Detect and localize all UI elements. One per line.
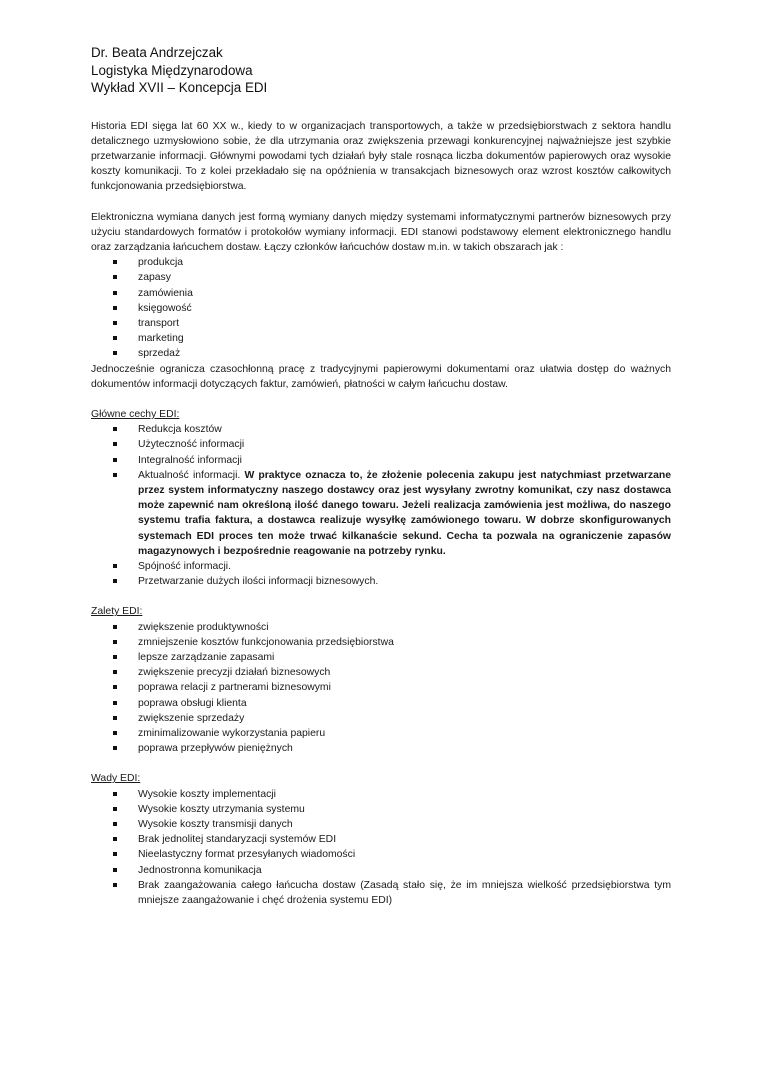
- list-item: zwiększenie sprzedaży: [91, 711, 671, 726]
- list-item: transport: [91, 316, 671, 331]
- list-item: Wysokie koszty utrzymania systemu: [91, 802, 671, 817]
- areas-list: [91, 255, 671, 361]
- bullet-icon: [113, 442, 117, 446]
- bullet-icon: [113, 427, 117, 431]
- bullet-icon: [113, 701, 117, 705]
- list-item: zwiększenie precyzji działań biznesowych: [91, 665, 671, 680]
- bullet-icon: [113, 655, 117, 659]
- bullet-icon: [113, 670, 117, 674]
- bullet-icon: [113, 807, 117, 811]
- list-item: Użyteczność informacji: [91, 437, 671, 452]
- list-item: Przetwarzanie dużych ilości informacji biznesowych.: [91, 574, 671, 589]
- bullet-icon: [113, 716, 117, 720]
- list-item: Wysokie koszty transmisji danych: [91, 817, 671, 832]
- document-header: [91, 44, 671, 97]
- bullet-icon: [113, 746, 117, 750]
- list-item: zmniejszenie kosztów funkcjonowania przedsiębiorstwa: [91, 635, 671, 650]
- lecture-title: Wykład XVII – Koncepcja EDI: [91, 80, 268, 95]
- list-item: poprawa przepływów pieniężnych: [91, 741, 671, 756]
- list-item: Brak zaangażowania całego łańcucha dostaw (Zasadą stało się, że im mniejsza wielkość przedsiębiorstwa tym mniejsze zaangażowanie i chęć drożenia systemu EDI): [91, 878, 671, 908]
- actuality-description: W praktyce oznacza to, że złożenie polecenia zakupu jest natychmiast przetwarzane przez system informatyczny naszego dostawcy oraz jest wysyłany zwrotny komunikat, czy nasz dostawca może zapewnić nam określoną ilość danego towaru. Jeżeli realizacja zamówienia jest możliwa, do naszego systemu trafia faktura, a dostawca realizuje wysyłkę zamówionego towaru. W dobrze skonfigurowanych systemach EDI proces ten może trwać kilkanaście sekund. Cecha ta pozwala na ograniczenie zapasów magazynowych i bezpośrednie reagowanie na potrzeby rynku.: [138, 469, 671, 557]
- list-item: zminimalizowanie wykorzystania papieru: [91, 726, 671, 741]
- actuality-label: Aktualność informacji.: [138, 469, 241, 481]
- list-item: Jednostronna komunikacja: [91, 863, 671, 878]
- bullet-icon: [113, 822, 117, 826]
- bullet-icon: [113, 458, 117, 462]
- course-name: Logistyka Międzynarodowa: [91, 62, 253, 78]
- list-item: Integralność informacji: [91, 453, 671, 468]
- list-item: Wysokie koszty implementacji: [91, 787, 671, 802]
- history-paragraph: Historia EDI sięga lat 60 XX w., kiedy to w organizacjach transportowych, a także w przedsiębiorstwach z sektora handlu detalicznego uzmysłowiono sobie, że dla utrzymania oraz zwiększenia przewagi konkurencyjnej najważniejsze jest szybkie przetwarzanie informacji. Głównymi powodami tych działań były stale rosnąca liczba dokumentów papierowych oraz wysokie koszty komunikacji. To z kolei przekładało się na opóźnienia w transakcjach biznesowych oraz wzrost kosztów całkowitych funkcjonowania przedsiębiorstwa.: [91, 120, 671, 193]
- list-item: zwiększenie produktywności: [91, 620, 671, 635]
- list-item: marketing: [91, 331, 671, 346]
- disadvantages-list: [91, 787, 671, 909]
- bullet-icon: [113, 731, 117, 735]
- list-item: poprawa obsługi klienta: [91, 696, 671, 711]
- author-name: Dr. Beata Andrzejczak: [91, 45, 223, 60]
- list-item: Redukcja kosztów: [91, 422, 671, 437]
- list-item: zamówienia: [91, 286, 671, 301]
- list-item: księgowość: [91, 301, 671, 316]
- bullet-icon: [113, 336, 117, 340]
- disadvantages-title: Wady EDI:: [91, 773, 141, 785]
- features-list: [91, 422, 671, 589]
- bullet-icon: [113, 837, 117, 841]
- bullet-icon: [113, 579, 117, 583]
- bullet-icon: [113, 685, 117, 689]
- list-item: Nieelastyczny format przesyłanych wiadomości: [91, 847, 671, 862]
- definition-paragraph: Elektroniczna wymiana danych jest formą wymiany danych między systemami informatycznymi partnerów biznesowych przy użyciu standardowych formatów i protokołów wymiany informacji. EDI stanowi podstawowy element elektronicznego handlu oraz zarządzania łańcuchem dostaw. Łączy członków łańcuchów dostaw m.in. w takich obszarach jak :: [91, 211, 671, 253]
- bullet-icon: [113, 852, 117, 856]
- list-item: lepsze zarządzanie zapasami: [91, 650, 671, 665]
- list-item: poprawa relacji z partnerami biznesowymi: [91, 680, 671, 695]
- bullet-icon: [113, 306, 117, 310]
- list-item: produkcja: [91, 255, 671, 270]
- document-page: [91, 44, 671, 908]
- bullet-icon: [113, 640, 117, 644]
- bullet-icon: [113, 792, 117, 796]
- bullet-icon: [113, 351, 117, 355]
- bullet-icon: [113, 260, 117, 264]
- advantages-list: [91, 620, 671, 757]
- advantages-title: Zalety EDI:: [91, 606, 143, 618]
- list-item: Brak jednolitej standaryzacji systemów EDI: [91, 832, 671, 847]
- list-item: [91, 468, 671, 559]
- bullet-icon: [113, 868, 117, 872]
- bullet-icon: [113, 883, 117, 887]
- bullet-icon: [113, 321, 117, 325]
- bullet-icon: [113, 564, 117, 568]
- list-item: zapasy: [91, 270, 671, 285]
- list-item: Spójność informacji.: [91, 559, 671, 574]
- features-title: Główne cechy EDI:: [91, 408, 180, 420]
- bullet-icon: [113, 625, 117, 629]
- bullet-icon: [113, 473, 117, 477]
- bullet-icon: [113, 275, 117, 279]
- summary-paragraph: Jednocześnie ogranicza czasochłonną pracę z tradycyjnymi papierowymi dokumentami oraz ułatwia dostęp do ważnych dokumentów informacji dotyczących faktur, zamówień, płatności w całym łańcuchu dostaw.: [91, 363, 671, 390]
- list-item: sprzedaż: [91, 346, 671, 361]
- bullet-icon: [113, 291, 117, 295]
